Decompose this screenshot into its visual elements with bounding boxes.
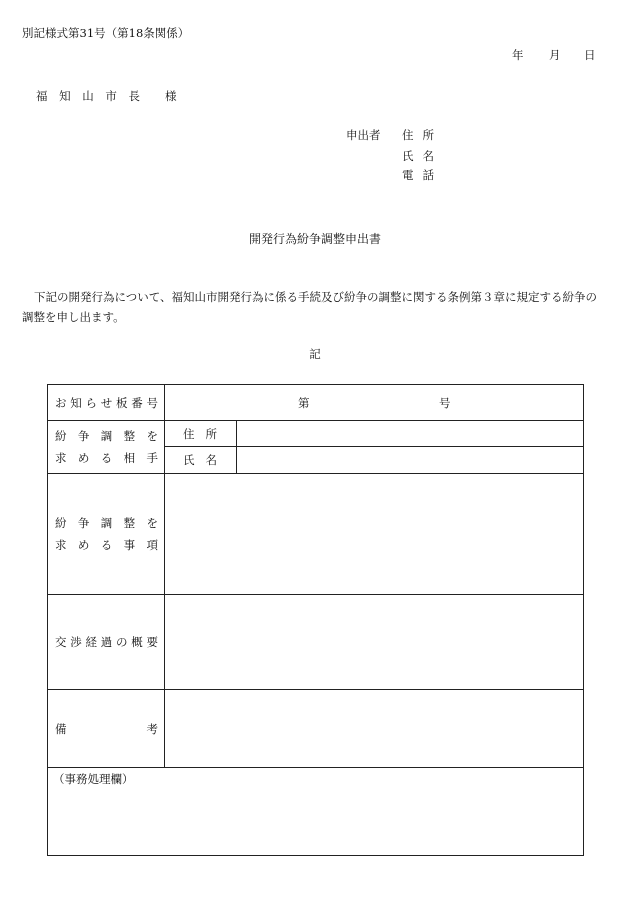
counterparty-address-label: 住 所 [165, 421, 237, 447]
dispute-matters-label-line1: 紛 争 調 整 を [55, 516, 158, 530]
date-day: 日 [584, 48, 596, 62]
counterparty-label-line2: 求 め る 相 手 [55, 451, 158, 465]
notice-prefix: 第 [298, 395, 310, 410]
remarks-label-cell [48, 690, 165, 768]
table-row-counterparty-address [48, 421, 584, 447]
applicant-phone-label: 電 話 [402, 168, 434, 182]
counterparty-name-field[interactable] [237, 447, 584, 474]
document-title: 開発行為紛争調整申出書 [248, 232, 381, 246]
table-row-dispute-matters [48, 474, 584, 595]
dispute-matters-label-line2: 求 め る 事 項 [55, 538, 158, 552]
counterparty-label-cell [48, 421, 165, 474]
date-year: 年 [512, 48, 524, 62]
ki-heading: 記 [309, 347, 321, 361]
negotiation-summary-label: 交 渉 経 過 の 概 要 [55, 635, 158, 649]
office-use-field[interactable] [48, 768, 584, 856]
table-row-remarks [48, 690, 584, 768]
counterparty-label-line1: 紛 争 調 整 を [55, 429, 158, 443]
date-month: 月 [549, 48, 561, 62]
applicant-label: 申出者 [346, 128, 381, 142]
negotiation-summary-label-cell [48, 595, 165, 690]
notice-board-label-cell [48, 385, 165, 421]
table-row-office-use [48, 768, 584, 856]
dispute-matters-label-cell [48, 474, 165, 595]
addressee-honorific: 様 [165, 89, 177, 103]
applicant-address-label: 住 所 [402, 128, 434, 142]
dispute-matters-field[interactable] [165, 474, 584, 595]
form-number: 別記様式第31号（第18条関係） [22, 26, 190, 40]
remarks-field[interactable] [165, 690, 584, 768]
counterparty-address-field[interactable] [237, 421, 584, 447]
table-row-notice-board [48, 385, 584, 421]
notice-board-number-field[interactable] [165, 385, 584, 421]
body-text: 下記の開発行為について、福知山市開発行為に係る手続及び紛争の調整に関する条例第３章に規定する紛争の調整を申し出ます。 [22, 290, 598, 324]
table-row-negotiation-summary [48, 595, 584, 690]
counterparty-name-label: 氏 名 [165, 447, 237, 474]
notice-board-label: お 知 ら せ 板 番 号 [55, 395, 158, 410]
addressee-name: 福 知 山 市 長 [36, 89, 140, 103]
office-use-label: （事務処理欄） [53, 772, 134, 786]
remarks-label: 備 考 [55, 721, 158, 736]
negotiation-summary-field[interactable] [165, 595, 584, 690]
application-table [47, 384, 584, 856]
applicant-name-label: 氏 名 [402, 149, 434, 163]
notice-suffix: 号 [439, 395, 451, 410]
